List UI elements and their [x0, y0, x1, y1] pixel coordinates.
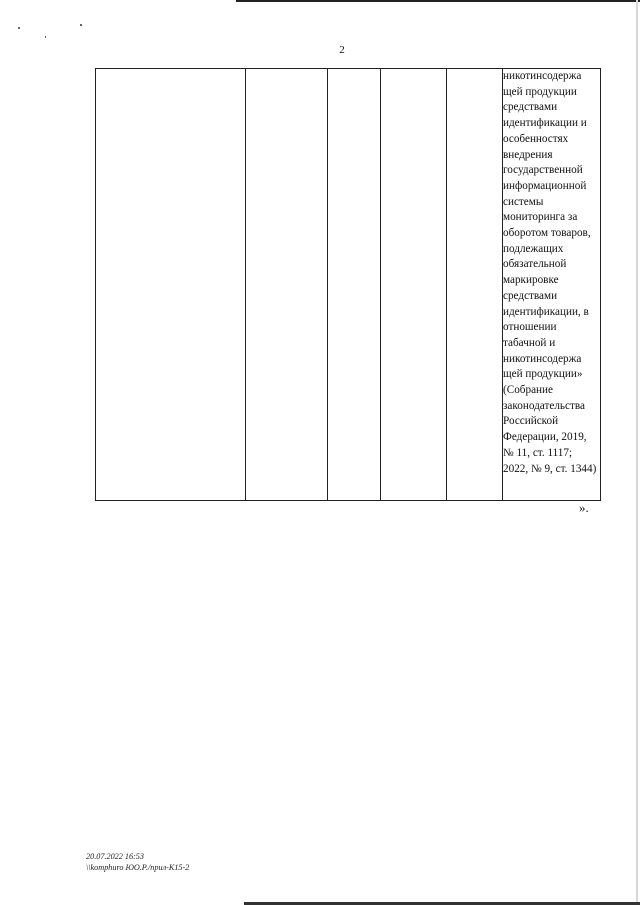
footer-timestamp: 20.07.2022 16:53 [86, 852, 144, 861]
table-cell-1 [96, 69, 246, 501]
table-cell-5 [447, 69, 503, 501]
table-cell-3 [328, 69, 381, 501]
table-cell-4 [381, 69, 447, 501]
table-row [96, 69, 601, 501]
scan-edge-top [236, 0, 640, 2]
scan-speck [18, 27, 20, 29]
table-cell-2 [246, 69, 328, 501]
footer-file-path: \\komphuro ЮО.Р./прил-К15-2 [86, 863, 190, 872]
closing-quote: ». [579, 500, 589, 515]
continuation-table [95, 68, 601, 501]
scan-speck [45, 36, 46, 38]
scan-speck [80, 24, 82, 26]
footer-stamp [86, 851, 189, 873]
page-number: 2 [339, 44, 345, 56]
scan-edge-right [636, 0, 638, 905]
table-cell-legal-reference: никотинсодержа щей продукции средствами идентификации и особенностях внедрения государственной информационной системы мониторинга за оборотом товаров, подлежащих обязательной маркировке средствами идентификации, в отношении табачной и никотинсодержа щей продукции» (Собрание законодательства Российской Федерации, 2019, № 11, ст. 1117; 2022, № 9, ст. 1344) [503, 69, 601, 501]
